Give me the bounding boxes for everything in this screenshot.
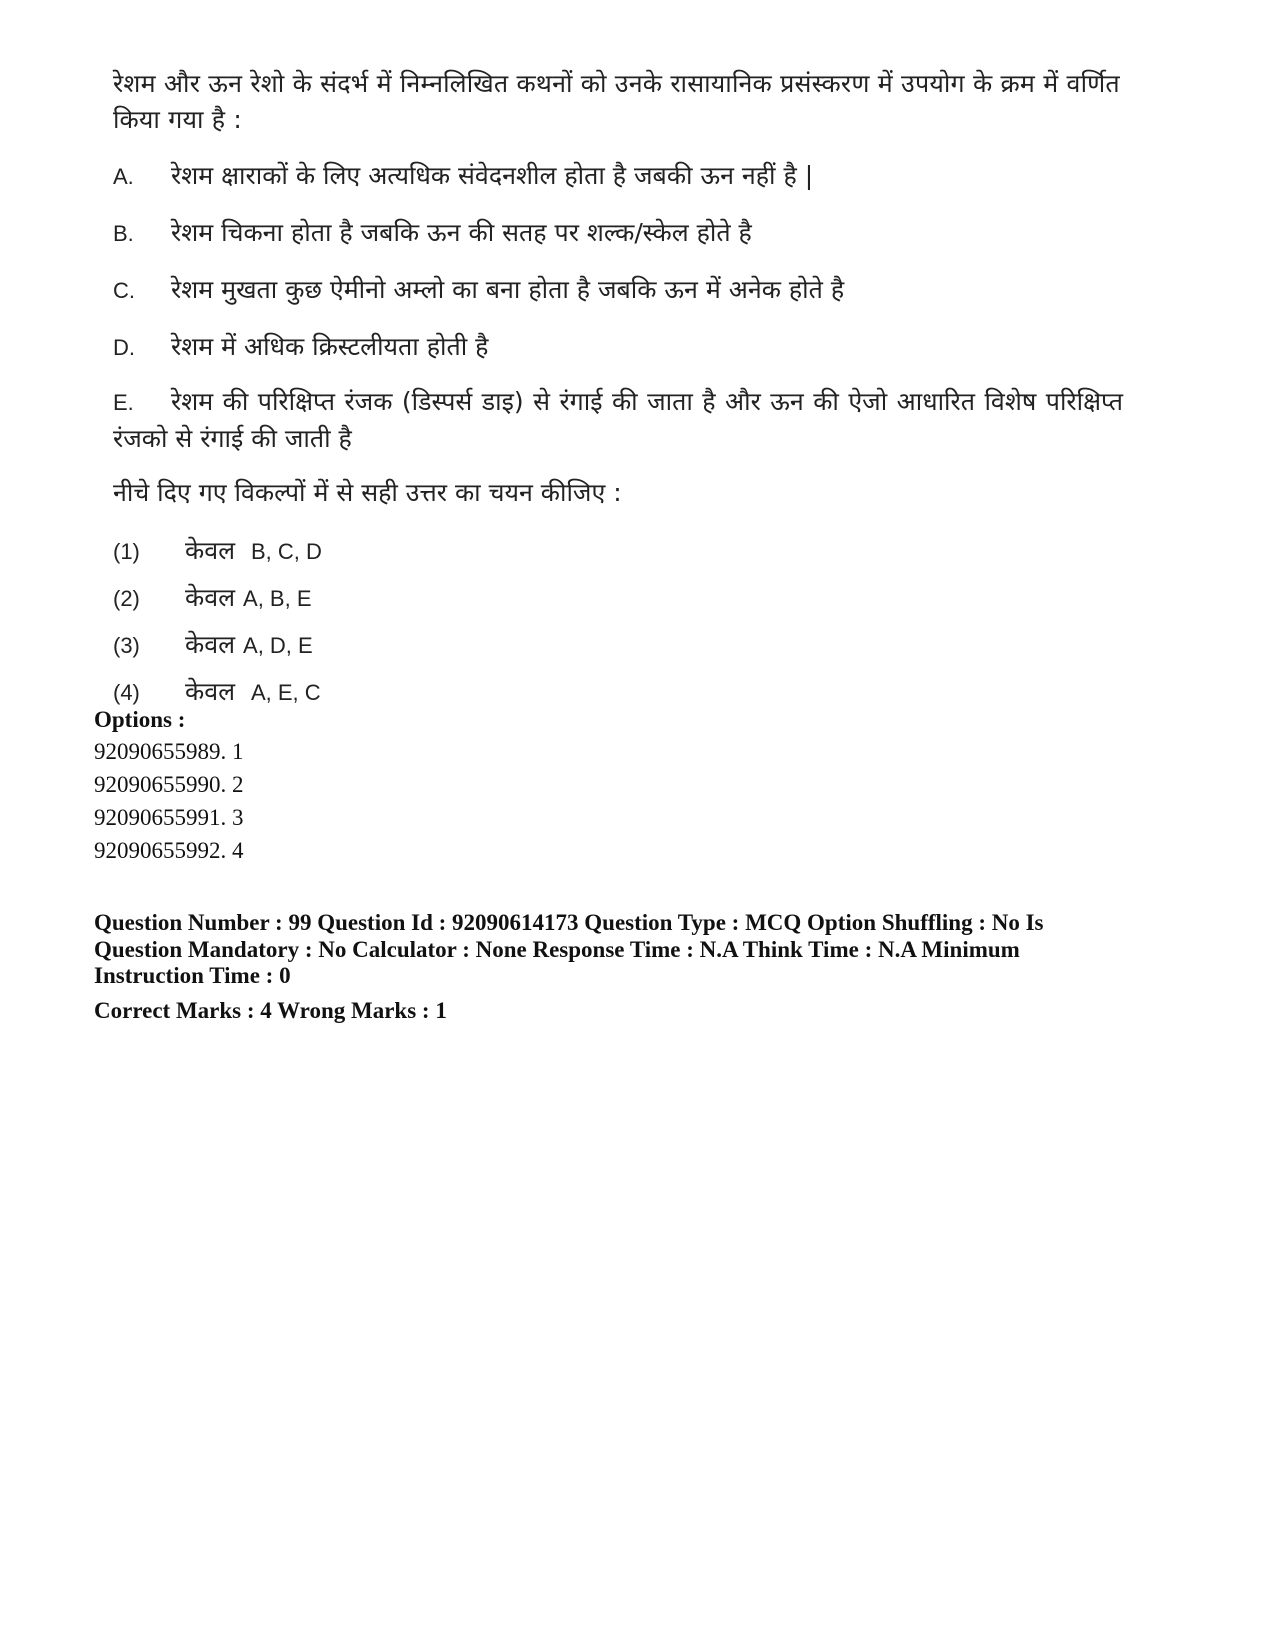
statement-text: रेशम में अधिक क्रिस्टलीयता होती है xyxy=(171,332,489,361)
statement-key: C. xyxy=(113,278,135,303)
choice-item xyxy=(113,533,1123,570)
question-intro: रेशम और ऊन रेशो के संदर्भ में निम्नलिखित कथनों को उनके रासायानिक प्रसंस्करण में उपयोग के क्रम में वर्णित किया गया है : xyxy=(113,69,1120,134)
choice-item xyxy=(113,627,1123,664)
choice-prefix: केवल xyxy=(185,677,236,706)
choice-item xyxy=(113,580,1123,617)
option-id-line: 92090655992. 4 xyxy=(94,838,244,863)
statement-text: रेशम चिकना होता है जबकि ऊन की सतह पर शल्क/स्केल होते है xyxy=(171,218,752,247)
choice-prefix: केवल xyxy=(185,583,236,612)
choice-text xyxy=(185,533,322,570)
choice-prefix: केवल xyxy=(185,630,236,659)
choice-letters: B, C, D xyxy=(250,539,322,564)
choice-number: (3) xyxy=(113,633,140,658)
statement-e xyxy=(113,384,1123,457)
choice-text xyxy=(185,580,312,617)
statement-key: B. xyxy=(113,221,134,246)
question-info: Question Number : 99 Question Id : 92090614173 Question Type : MCQ Option Shuffling : No Is Question Mandatory : No Calculator : None Response Time : N.A Think Time : N.A Minimum Instruction Time : 0 xyxy=(94,910,1044,988)
options-heading: Options : xyxy=(94,707,186,732)
option-id-line: 92090655989. 1 xyxy=(94,739,244,764)
choice-letters: A, D, E xyxy=(243,633,313,658)
choice-letters: A, E, C xyxy=(250,680,321,705)
statement-c xyxy=(113,272,1123,309)
statement-a xyxy=(113,158,1123,195)
statement-key: A. xyxy=(113,164,134,189)
statement-d xyxy=(113,329,1123,366)
statement-text: रेशम की परिक्षिप्त रंजक (डिस्पर्स डाइ) से रंगाई की जाता है और ऊन की ऐजो आधारित विशेष परिक्षिप्त रंजको से रंगाई की जाती है xyxy=(113,387,1123,453)
question-instruction: नीचे दिए गए विकल्पों में से सही उत्तर का चयन कीजिए : xyxy=(113,478,622,507)
question-body xyxy=(113,66,1123,711)
choice-prefix: केवल xyxy=(185,536,236,565)
choice-number: (4) xyxy=(113,680,140,705)
choice-text xyxy=(185,627,313,664)
option-id-line: 92090655990. 2 xyxy=(94,772,244,797)
statement-b xyxy=(113,215,1123,252)
option-id-line: 92090655991. 3 xyxy=(94,805,244,830)
choice-number: (2) xyxy=(113,586,140,611)
choice-letters: A, B, E xyxy=(243,586,312,611)
statement-key: D. xyxy=(113,335,135,360)
statement-text: रेशम मुखता कुछ ऐमीनो अम्लो का बना होता है जबकि ऊन में अनेक होते है xyxy=(171,275,845,304)
statement-key: E. xyxy=(113,390,134,415)
marks-info: Correct Marks : 4 Wrong Marks : 1 xyxy=(94,998,447,1023)
choice-number: (1) xyxy=(113,539,140,564)
statement-text: रेशम क्षाराकों के लिए अत्यधिक संवेदनशील होता है जबकी ऊन नहीं है | xyxy=(171,161,814,190)
